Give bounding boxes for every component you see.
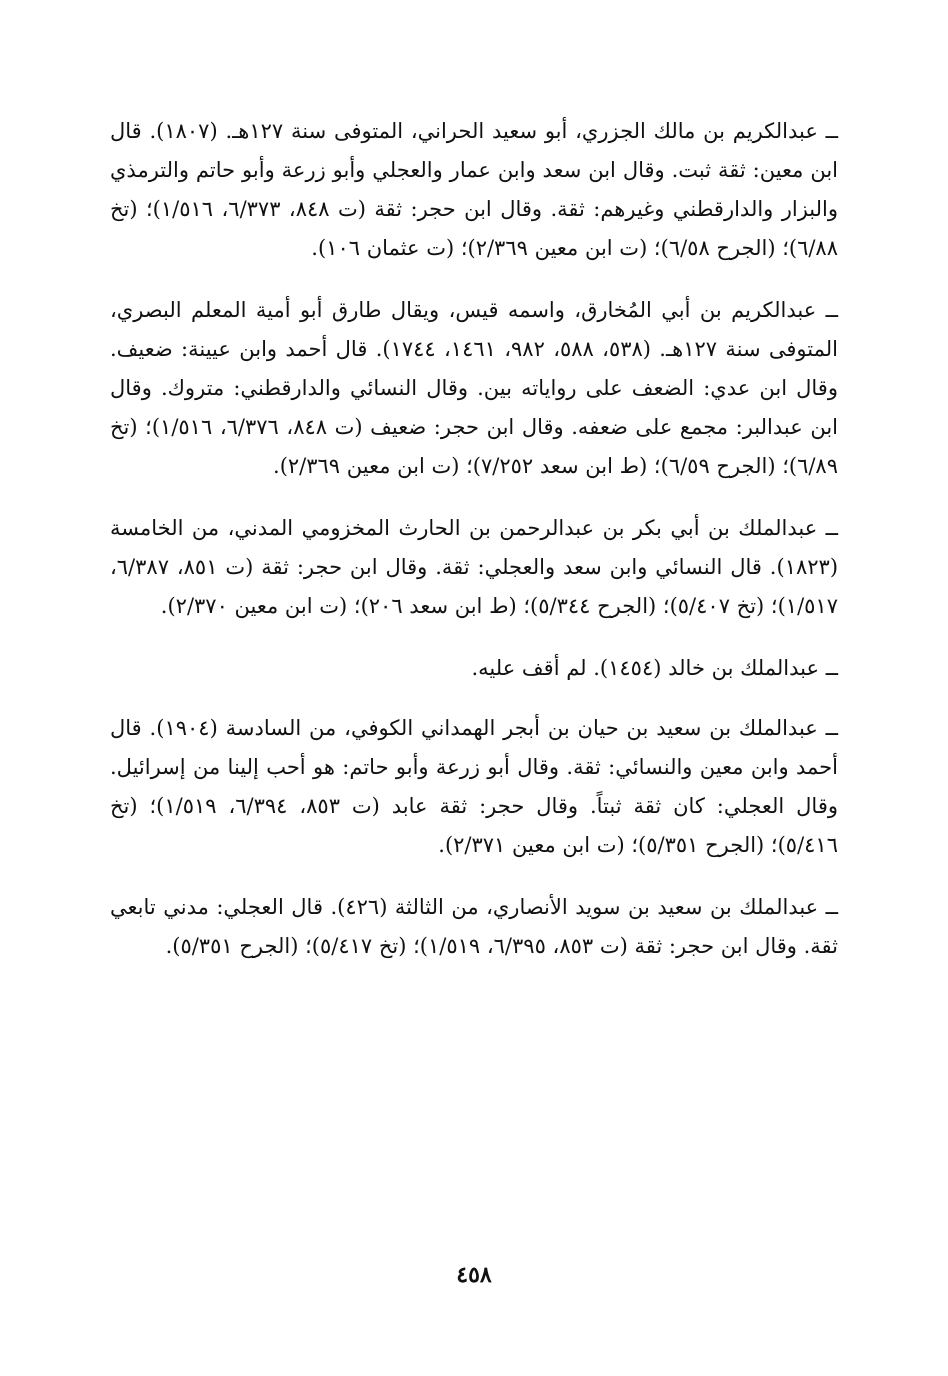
biography-entry-abdulmalik-ibn-said-ibn-hayyan: ــ عبدالملك بن سعيد بن حيان بن أبجر الهمداني الكوفي، من السادسة (١٩٠٤). قال أحمد وابن معين والنسائي: ثقة. وقال أبو زرعة وأبو حاتم: هو أحب إلينا من إسرائيل. وقال العجلي: كان ثقة ثبتاً. وقال حجر: ثقة عابد (ت ٨٥٣، ٦/٣٩٤، ١/٥١٩)؛ (تخ ٥/٤١٦)؛ (الجرح ٥/٣٥١)؛ (ت ابن معين ٢/٣٧١). (110, 716, 839, 857)
page-number: ٤٥٨ (456, 1262, 492, 1288)
biography-entry-abdulmalik-ibn-abi-bakr: ــ عبدالملك بن أبي بكر بن عبدالرحمن بن الحارث المخزومي المدني، من الخامسة (١٨٢٣). قال النسائي وابن سعد والعجلي: ثقة. وقال ابن حجر: ثقة (ت ٨٥١، ٦/٣٨٧، ١/٥١٧)؛ (تخ ٥/٤٠٧)؛ (الجرح ٥/٣٤٤)؛ (ط ابن سعد ٢٠٦)؛ (ت ابن معين ٢/٣٧٠). (110, 516, 839, 618)
biography-entry-abdulkarim-ibn-abi-al-mukhariq: ــ عبدالكريم بن أبي المُخارق، واسمه قيس، ويقال طارق أبو أمية المعلم البصري، المتوفى سنة ١٢٧هـ. (٥٣٨، ٥٨٨، ٩٨٢، ١٤٦١، ١٧٤٤). قال أحمد وابن عيينة: ضعيف. وقال ابن عدي: الضعف على رواياته بين. وقال النسائي والدارقطني: متروك. وقال ابن عبدالبر: مجمع على ضعفه. وقال ابن حجر: ضعيف (ت ٨٤٨، ٦/٣٧٦، ١/٥١٦)؛ (تخ ٦/٨٩)؛ (الجرح ٦/٥٩)؛ (ط ابن سعد ٧/٢٥٢)؛ (ت ابن معين ٢/٣٦٩). (110, 298, 839, 478)
biography-entry-abdulmalik-ibn-khalid: ــ عبدالملك بن خالد (١٤٥٤). لم أقف عليه. (471, 656, 838, 680)
page-body (110, 112, 838, 989)
biography-entry-abdulkarim-al-jazari: ــ عبدالكريم بن مالك الجزري، أبو سعيد الحراني، المتوفى سنة ١٢٧هـ. (١٨٠٧). قال ابن معين: ثقة ثبت. وقال ابن سعد وابن عمار والعجلي وأبو زرعة وأبو حاتم والترمذي والبزار والدارقطني وغيرهم: ثقة. وقال ابن حجر: ثقة (ت ٨٤٨، ٦/٣٧٣، ١/٥١٦)؛ (تخ ٦/٨٨)؛ (الجرح ٦/٥٨)؛ (ت ابن معين ٢/٣٦٩)؛ (ت عثمان ١٠٦). (110, 119, 839, 260)
biography-entry-abdulmalik-ibn-said-ibn-suwaid: ــ عبدالملك بن سعيد بن سويد الأنصاري، من الثالثة (٤٢٦). قال العجلي: مدني تابعي ثقة. وقال ابن حجر: ثقة (ت ٨٥٣، ٦/٣٩٥، ١/٥١٩)؛ (تخ ٥/٤١٧)؛ (الجرح ٥/٣٥١). (110, 895, 838, 958)
